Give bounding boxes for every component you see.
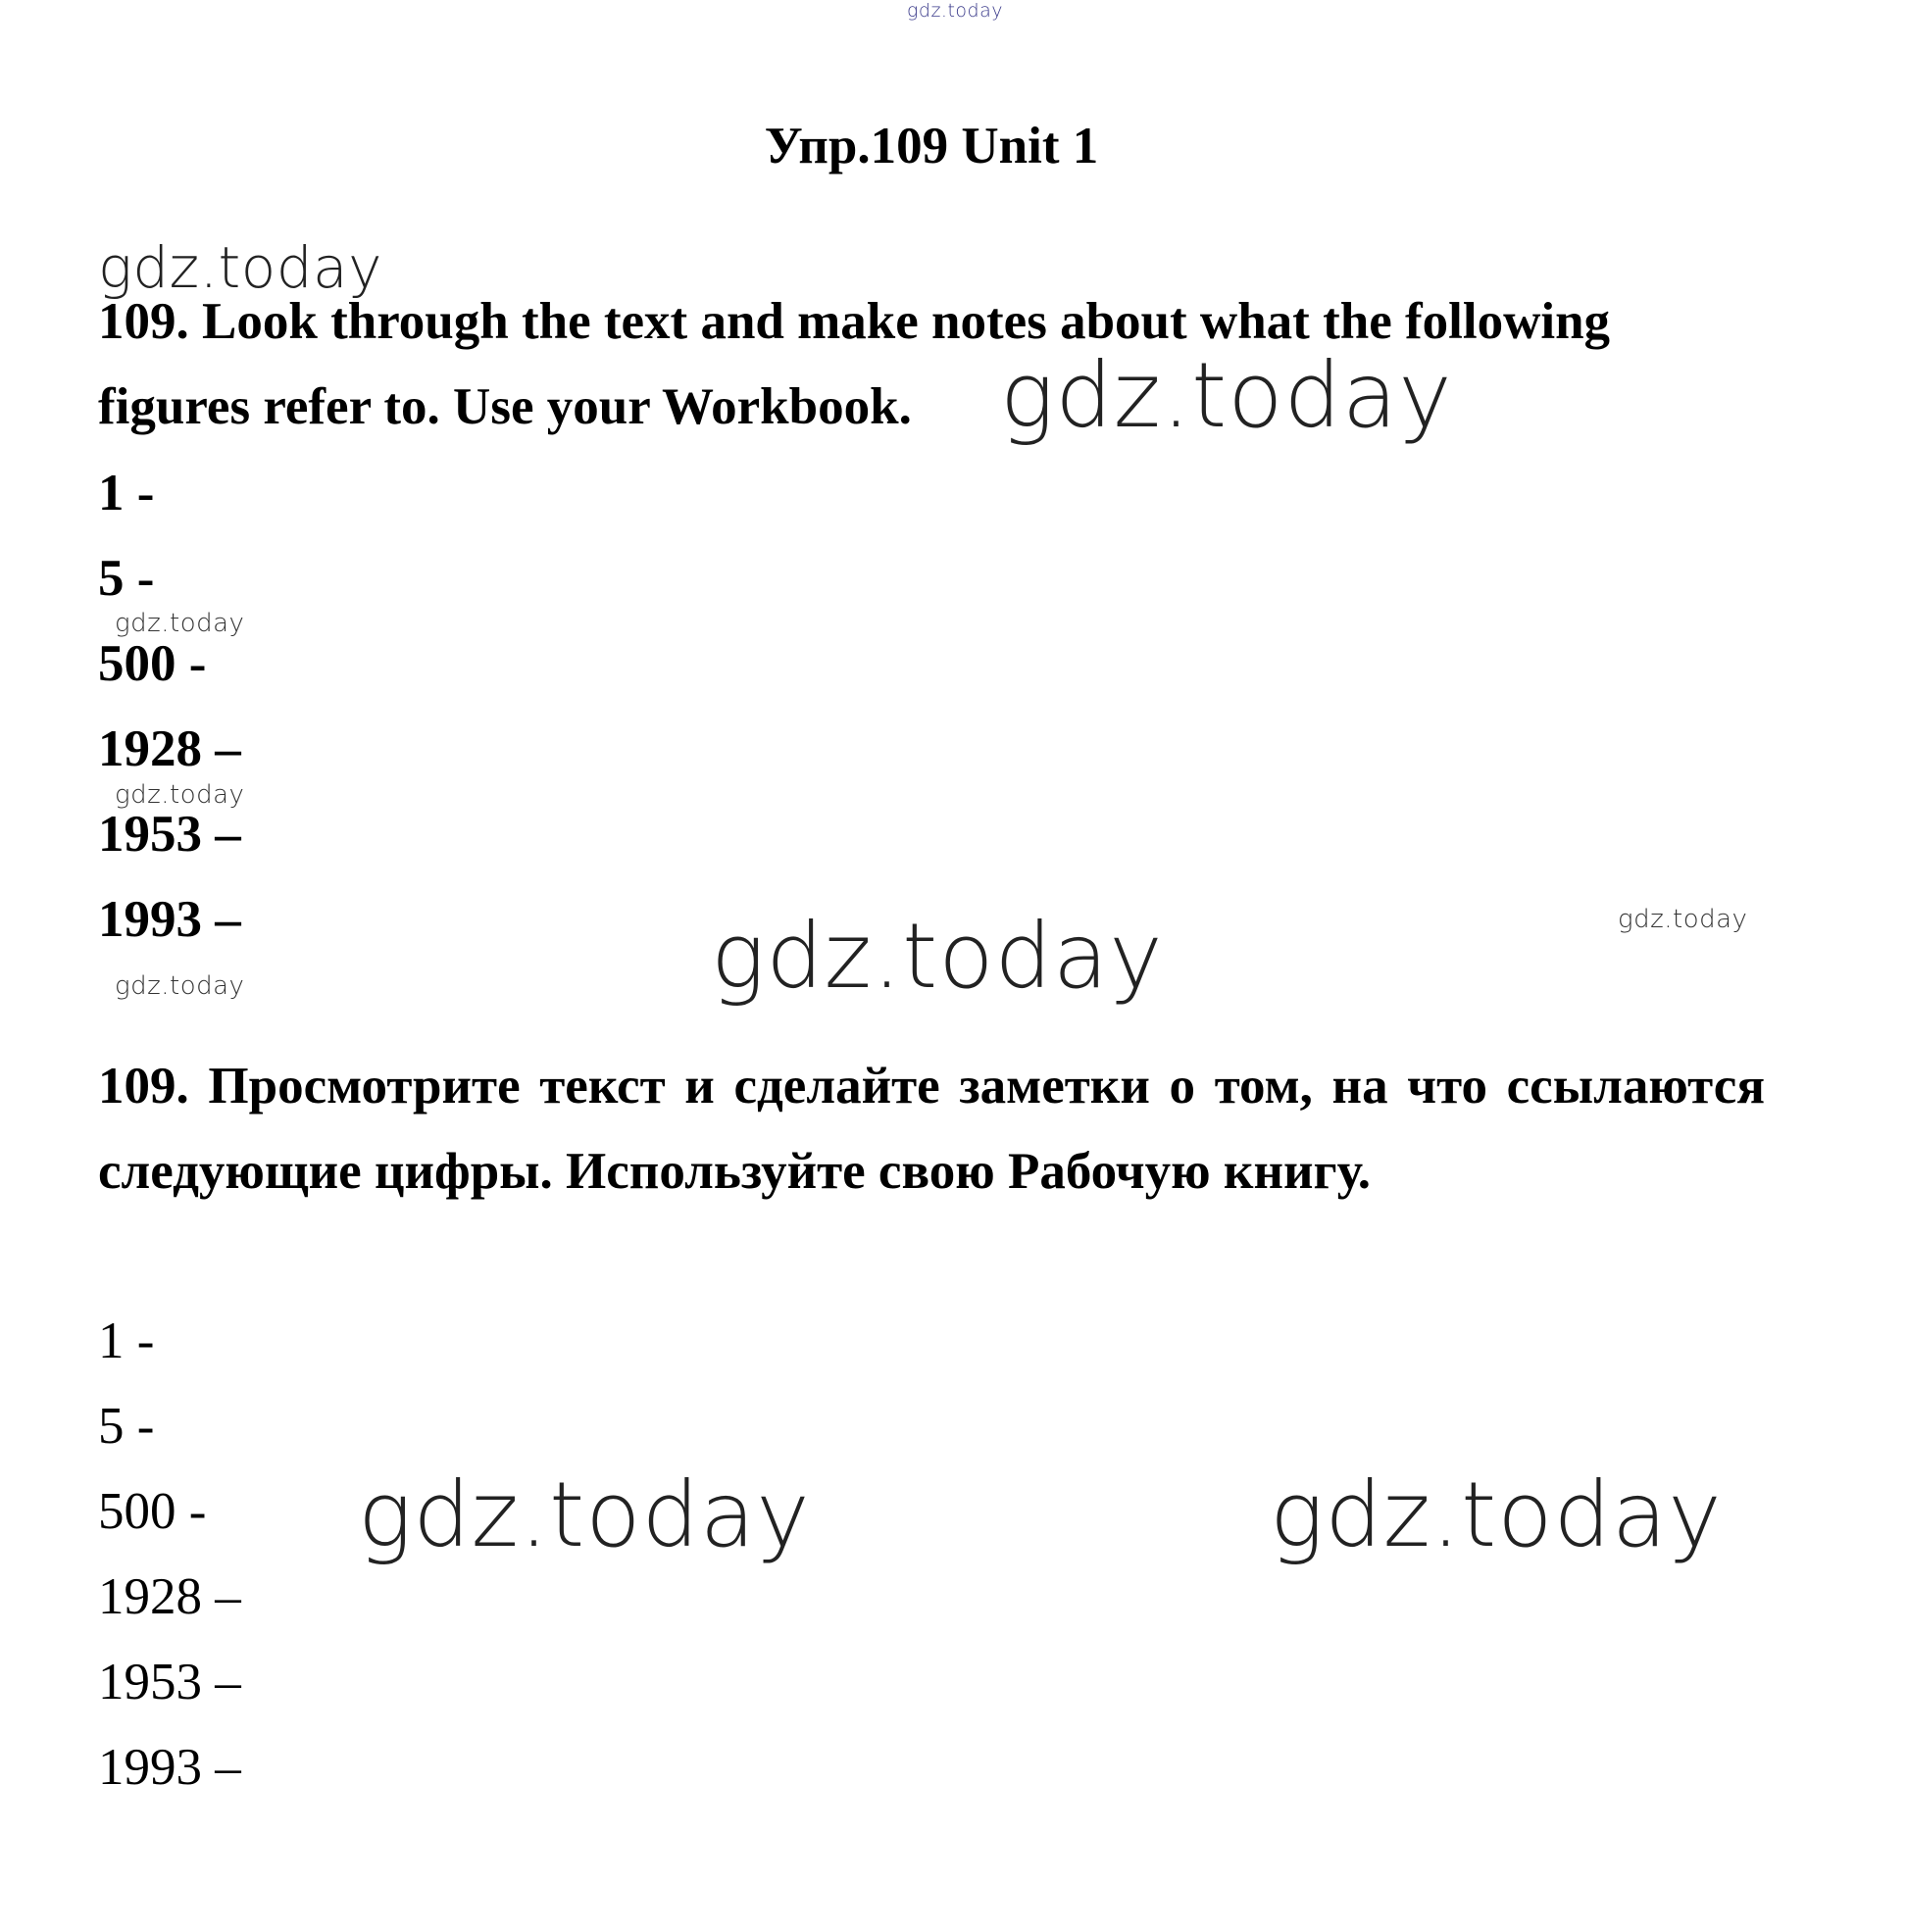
watermark-center: gdz.today [711, 904, 1164, 1009]
russian-item-1953: 1953 – [98, 1654, 241, 1710]
english-item-1: 1 - [98, 465, 155, 521]
watermark-bottom-right: gdz.today [1270, 1462, 1723, 1567]
watermark-top: gdz.today [907, 0, 1003, 22]
english-item-5: 5 - [98, 550, 155, 607]
watermark-small-2: gdz.today [115, 780, 245, 810]
watermark-english-inline: gdz.today [1000, 343, 1453, 448]
russian-item-1928: 1928 – [98, 1568, 241, 1625]
watermark-small-1: gdz.today [115, 609, 245, 638]
english-instruction: 109. Look through the text and make notes about what the following figures refer to. Use your Workbook. [98, 293, 1611, 435]
russian-item-1993: 1993 – [98, 1739, 241, 1796]
watermark-bottom-left: gdz.today [358, 1462, 811, 1567]
english-item-1993: 1993 – [98, 891, 241, 948]
russian-item-5: 5 - [98, 1398, 155, 1455]
english-item-1953: 1953 – [98, 806, 241, 863]
page-title: Упр.109 Unit 1 [764, 118, 1099, 174]
watermark-small-3: gdz.today [115, 971, 245, 1001]
watermark-small-right: gdz.today [1618, 905, 1748, 934]
russian-item-500: 500 - [98, 1483, 207, 1540]
watermark-english-top: gdz.today [98, 234, 382, 301]
english-item-500: 500 - [98, 635, 207, 692]
russian-instruction: 109. Просмотрите текст и сделайте заметки о том, на что ссылаются следующие цифры. Используйте свою Рабочую книгу. [98, 1058, 1765, 1200]
english-item-1928: 1928 – [98, 720, 241, 777]
russian-item-1: 1 - [98, 1313, 155, 1369]
